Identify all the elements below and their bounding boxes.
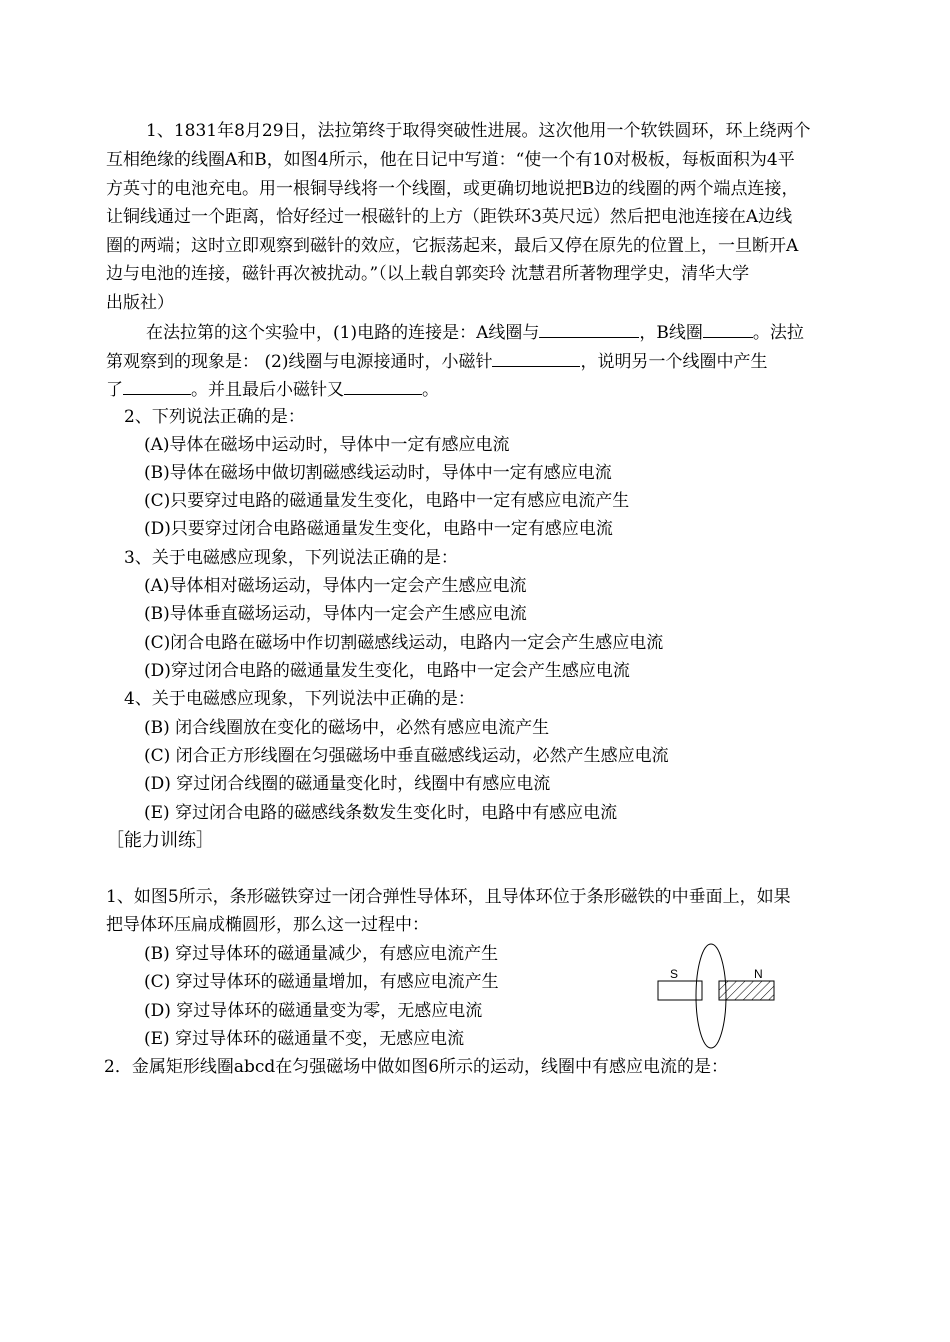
q3-option-d[interactable]: (D)穿过闭合电路的磁通量发生变化，电路中一定会产生感应电流 xyxy=(144,661,630,681)
q1-fill-line-2 xyxy=(106,350,767,373)
q1-fill-text: 。法拉 xyxy=(752,323,804,343)
label-s: S xyxy=(670,967,679,981)
q3-option-c[interactable]: (C)闭合电路在磁场中作切割磁感线运动，电路内一定会产生感应电流 xyxy=(144,633,664,653)
t1-option-d[interactable]: (D) 穿过导体环的磁通量变为零，无感应电流 xyxy=(144,1001,483,1021)
q4-option-b[interactable]: (B) 闭合线圈放在变化的磁场中，必然有感应电流产生 xyxy=(144,718,550,738)
q4-stem: 4、关于电磁感应现象，下列说法中正确的是： xyxy=(124,689,475,709)
t1-option-c[interactable]: (C) 穿过导体环的磁通量增加，有感应电流产生 xyxy=(144,972,499,992)
q3-option-b[interactable]: (B)导体垂直磁场运动，导体内一定会产生感应电流 xyxy=(144,604,527,624)
q2-option-b[interactable]: (B)导体在磁场中做切割磁感线运动时，导体中一定有感应电流 xyxy=(144,463,612,483)
answer-blank-1[interactable] xyxy=(539,321,639,338)
q4-option-e[interactable]: (E) 穿过闭合电路的磁感线条数发生变化时，电路中有感应电流 xyxy=(144,803,618,823)
q1-fill-line-3 xyxy=(106,378,439,401)
q1-line-5: 圈的两端；这时立即观察到磁针的效应，它振荡起来，最后又停在原先的位置上，一旦断开A xyxy=(106,236,799,256)
magnet-ring-figure xyxy=(650,940,785,1050)
q3-option-a[interactable]: (A)导体相对磁场运动，导体内一定会产生感应电流 xyxy=(144,576,527,596)
q1-fill-text: 第观察到的现象是： (2)线圈与电源接通时，小磁针 xyxy=(106,352,493,372)
answer-blank-3[interactable] xyxy=(492,350,580,367)
q1-line-1: 1、1831年8月29日，法拉第终于取得突破性进展。这次他用一个软铁圆环，环上绕两个 xyxy=(146,121,811,141)
q1-fill-line-1 xyxy=(146,321,804,344)
magnet-s-pole xyxy=(658,981,702,1000)
q2-option-a[interactable]: (A)导体在磁场中运动时，导体中一定有感应电流 xyxy=(144,435,510,455)
q3-stem: 3、关于电磁感应现象，下列说法正确的是： xyxy=(124,548,458,568)
t2-stem: 2．金属矩形线圈abcd在匀强磁场中做如图6所示的运动，线圈中有感应电流的是： xyxy=(104,1057,729,1077)
q1-fill-text: 在法拉第的这个实验中，(1)电路的连接是：A线圈与 xyxy=(146,323,540,343)
q1-line-3: 方英寸的电池充电。用一根铜导线将一个线圈，或更确切地说把B边的线圈的两个端点连接， xyxy=(106,179,799,199)
label-n: N xyxy=(754,967,763,981)
t1-line-2: 把导体环压扁成椭圆形，那么这一过程中： xyxy=(106,915,429,935)
q1-fill-text: 了 xyxy=(106,380,123,400)
t1-option-b[interactable]: (B) 穿过导体环的磁通量减少，有感应电流产生 xyxy=(144,944,499,964)
q1-fill-text: ，说明另一个线圈中产生 xyxy=(580,352,768,372)
t1-option-e[interactable]: (E) 穿过导体环的磁通量不变，无感应电流 xyxy=(144,1029,465,1049)
q1-line-7: 出版社） xyxy=(106,293,174,313)
section-heading: ［能力训练］ xyxy=(106,830,214,851)
q4-option-c[interactable]: (C) 闭合正方形线圈在匀强磁场中垂直磁感线运动，必然产生感应电流 xyxy=(144,746,669,766)
magnet-n-pole xyxy=(719,981,774,1000)
t1-line-1: 1、如图5所示，条形磁铁穿过一闭合弹性导体环，且导体环位于条形磁铁的中垂面上，如果 xyxy=(106,887,791,907)
q4-option-d[interactable]: (D) 穿过闭合线圈的磁通量变化时，线圈中有感应电流 xyxy=(144,774,551,794)
q2-option-d[interactable]: (D)只要穿过闭合电路磁通量发生变化，电路中一定有感应电流 xyxy=(144,519,613,539)
q1-line-2: 互相绝缘的线圈A和B，如图4所示，他在日记中写道：“使一个有10对极板，每板面积为4平 xyxy=(106,150,795,170)
answer-blank-2[interactable] xyxy=(703,321,753,338)
q1-fill-text: 。并且最后小磁针又 xyxy=(191,380,344,400)
q1-line-4: 让铜线通过一个距离，恰好经过一根磁针的上方（距铁环3英尺远）然后把电池连接在A边线 xyxy=(106,207,793,227)
q1-fill-text: ，B线圈 xyxy=(639,323,703,343)
q2-option-c[interactable]: (C)只要穿过电路的磁通量发生变化，电路中一定有感应电流产生 xyxy=(144,491,630,511)
q1-fill-text: 。 xyxy=(422,380,439,400)
answer-blank-5[interactable] xyxy=(344,378,422,395)
q2-stem: 2、下列说法正确的是： xyxy=(124,407,305,427)
answer-blank-4[interactable] xyxy=(123,378,191,395)
q1-line-6: 边与电池的连接，磁针再次被扰动。”（以上载自郭奕玲 沈慧君所著物理学史，清华大学 xyxy=(106,264,750,284)
